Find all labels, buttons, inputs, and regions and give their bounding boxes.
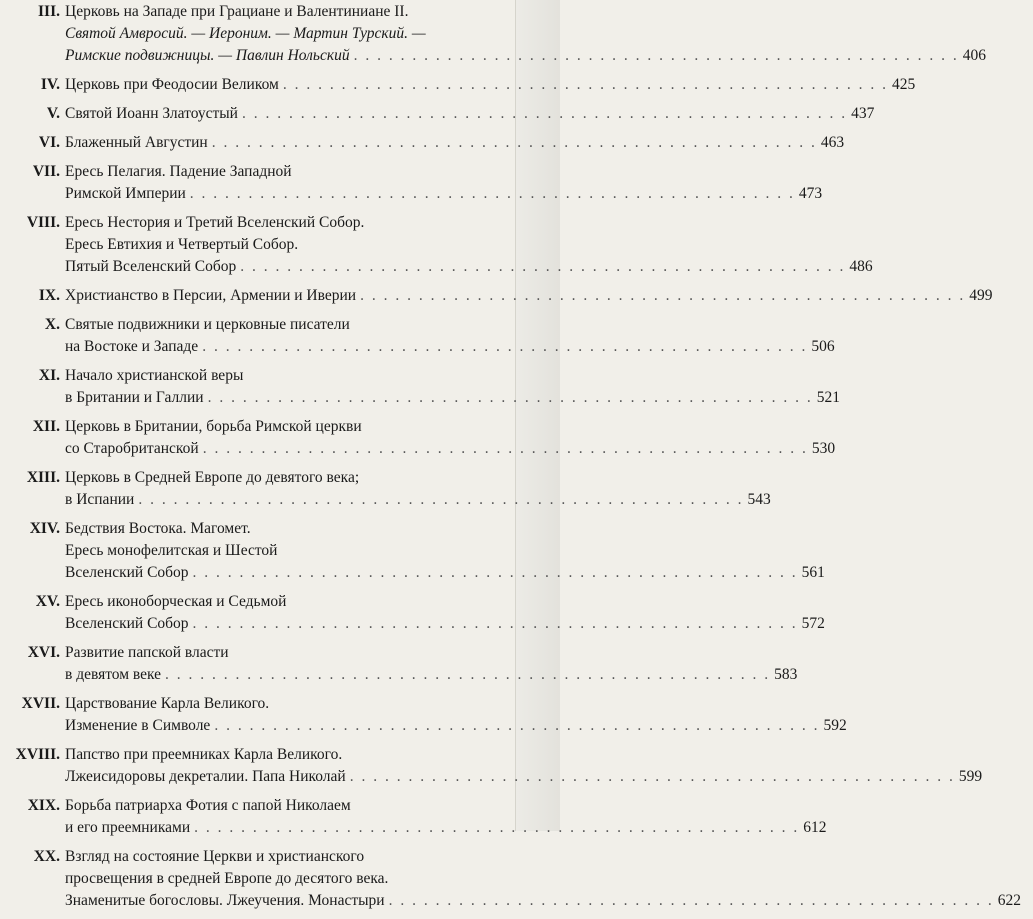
leader-dots: . . . . . . . . . . . . . . . . . . . . . . . . . . . . . . . . . . . . . . . . . . . . . . . . . . . .: [214, 717, 820, 734]
chapter-number: XIV.: [29, 520, 60, 537]
chapter-title-line: на Востоке и Западе: [65, 338, 199, 355]
chapter-title-line: Ересь Евтихия и Четвертый Собор.: [65, 236, 299, 253]
chapter-title-line: Знаменитые богословы. Лжеучения. Монастыри: [65, 892, 385, 909]
chapter-title-line: Церковь в Британии, борьба Римской церкви: [65, 418, 362, 435]
table-of-contents: [0, 1, 1021, 919]
chapter-title-line: Взгляд на состояние Церкви и христианского: [65, 848, 365, 865]
chapter-title-line: Вселенский Собор: [65, 615, 189, 632]
toc-entry: [0, 212, 873, 278]
page-number: 561: [801, 564, 825, 581]
leader-dots: . . . . . . . . . . . . . . . . . . . . . . . . . . . . . . . . . . . . . . . . . . . . . . . . . . . .: [192, 615, 798, 632]
chapter-title-line: Церковь на Западе при Грациане и Валентиниане II.: [65, 3, 409, 20]
toc-entry: [0, 161, 823, 205]
page-number: 425: [891, 76, 916, 93]
chapter-number: VI.: [38, 134, 60, 151]
chapter-number: XX.: [33, 848, 60, 865]
chapter-title-line: Римской Империи: [65, 185, 186, 202]
leader-dots: . . . . . . . . . . . . . . . . . . . . . . . . . . . . . . . . . . . . . . . . . . . . . . . . . . . .: [388, 892, 994, 909]
toc-entry: [0, 795, 827, 839]
chapter-number: III.: [38, 3, 60, 20]
chapter-title-line: Святые подвижники и церковные писатели: [65, 316, 350, 333]
leader-dots: . . . . . . . . . . . . . . . . . . . . . . . . . . . . . . . . . . . . . . . . . . . . . . . . . . . .: [207, 389, 813, 406]
chapter-number: XIII.: [26, 469, 60, 486]
chapter-number: XVIII.: [15, 746, 60, 763]
chapter-title-line: и его преемниками: [65, 819, 191, 836]
chapter-number: XI.: [38, 367, 60, 384]
chapter-title-line: Лжеисидоровы декреталии. Папа Николай: [65, 768, 346, 785]
leader-dots: . . . . . . . . . . . . . . . . . . . . . . . . . . . . . . . . . . . . . . . . . . . . . . . . . . . .: [240, 258, 846, 275]
chapter-title-line: Святой Амвросий. — Иероним. — Мартин Турский. —: [65, 25, 426, 42]
chapter-title-line: Царствование Карла Великого.: [65, 695, 270, 712]
chapter-title-line: Развитие папской власти: [65, 644, 229, 661]
toc-entry: [0, 132, 845, 154]
page-number: 583: [774, 666, 798, 683]
chapter-number: VIII.: [26, 214, 60, 231]
toc-entry: [0, 467, 771, 511]
chapter-title-line: Христианство в Персии, Армении и Иверии: [65, 287, 357, 304]
toc-entry: [0, 744, 983, 788]
toc-entry: [0, 285, 993, 307]
chapter-title-line: Папство при преемниках Карла Великого.: [65, 746, 343, 763]
page-number: 612: [803, 819, 827, 836]
leader-dots: . . . . . . . . . . . . . . . . . . . . . . . . . . . . . . . . . . . . . . . . . . . . . . . . . . . .: [211, 134, 817, 151]
leader-dots: . . . . . . . . . . . . . . . . . . . . . . . . . . . . . . . . . . . . . . . . . . . . . . . . . . . .: [202, 440, 808, 457]
leader-dots: . . . . . . . . . . . . . . . . . . . . . . . . . . . . . . . . . . . . . . . . . . . . . . . . . . . .: [138, 491, 744, 508]
page-number: 622: [997, 892, 1021, 909]
leader-dots: . . . . . . . . . . . . . . . . . . . . . . . . . . . . . . . . . . . . . . . . . . . . . . . . . . . .: [360, 287, 966, 304]
chapter-number: XII.: [32, 418, 60, 435]
leader-dots: . . . . . . . . . . . . . . . . . . . . . . . . . . . . . . . . . . . . . . . . . . . . . . . . . . . .: [353, 47, 959, 64]
chapter-number: IV.: [40, 76, 60, 93]
leader-dots: . . . . . . . . . . . . . . . . . . . . . . . . . . . . . . . . . . . . . . . . . . . . . . . . . . . .: [165, 666, 771, 683]
chapter-number: IX.: [38, 287, 60, 304]
chapter-number: X.: [44, 316, 60, 333]
chapter-number: VII.: [32, 163, 60, 180]
page-number: 406: [962, 47, 986, 64]
page-number: 599: [958, 768, 983, 785]
chapter-title-line: в девятом веке: [65, 666, 162, 683]
chapter-title-line: Святой Иоанн Златоустый: [65, 105, 238, 122]
toc-entry: [0, 416, 836, 460]
chapter-title-line: Изменение в Символе: [65, 717, 211, 734]
chapter-title-line: Ересь монофелитская и Шестой: [65, 542, 278, 559]
chapter-title-line: Ересь иконоборческая и Седьмой: [65, 593, 287, 610]
toc-entry: [0, 518, 825, 584]
leader-dots: . . . . . . . . . . . . . . . . . . . . . . . . . . . . . . . . . . . . . . . . . . . . . . . . . . . .: [194, 819, 800, 836]
toc-entry: [0, 591, 825, 635]
leader-dots: . . . . . . . . . . . . . . . . . . . . . . . . . . . . . . . . . . . . . . . . . . . . . . . . . . . .: [202, 338, 808, 355]
toc-entry: [0, 1, 986, 67]
leader-dots: . . . . . . . . . . . . . . . . . . . . . . . . . . . . . . . . . . . . . . . . . . . . . . . . . . . .: [192, 564, 798, 581]
page-number: 463: [820, 134, 845, 151]
chapter-title-line: Борьба патриарха Фотия с папой Николаем: [65, 797, 351, 814]
leader-dots: . . . . . . . . . . . . . . . . . . . . . . . . . . . . . . . . . . . . . . . . . . . . . . . . . . . .: [282, 76, 888, 93]
page-number: 572: [801, 615, 825, 632]
chapter-title-line: Бедствия Востока. Магомет.: [65, 520, 251, 537]
chapter-title-line: в Британии и Галлии: [65, 389, 204, 406]
toc-entry: [0, 693, 847, 737]
toc-entry: [0, 74, 916, 96]
toc-entry: [0, 846, 1021, 912]
toc-entry: [0, 642, 798, 686]
chapter-title-line: Пятый Вселенский Собор: [65, 258, 237, 275]
chapter-title-line: Римские подвижницы. — Павлин Нольский: [65, 47, 350, 64]
chapter-title-line: просвещения в средней Европе до десятого века.: [65, 870, 389, 887]
page-number: 437: [851, 105, 875, 122]
chapter-number: XV.: [35, 593, 60, 610]
chapter-title-line: Церковь при Феодосии Великом: [65, 76, 279, 93]
chapter-number: V.: [46, 105, 60, 122]
chapter-number: XIX.: [27, 797, 60, 814]
page-number: 543: [747, 491, 771, 508]
chapter-title-line: Ересь Нестория и Третий Вселенский Собор.: [65, 214, 365, 231]
leader-dots: . . . . . . . . . . . . . . . . . . . . . . . . . . . . . . . . . . . . . . . . . . . . . . . . . . . .: [241, 105, 848, 122]
page-number: 592: [823, 717, 847, 734]
toc-entry: [0, 365, 840, 409]
toc-entry: [0, 103, 875, 125]
page-number: 506: [811, 338, 835, 355]
chapter-title-line: Ересь Пелагия. Падение Западной: [65, 163, 292, 180]
page-number: 521: [816, 389, 840, 406]
page-number: 486: [849, 258, 873, 275]
chapter-title-line: Вселенский Собор: [65, 564, 189, 581]
chapter-title-line: Церковь в Средней Европе до девятого века;: [65, 469, 360, 486]
chapter-title-line: со Старобританской: [65, 440, 199, 457]
chapter-title-line: Начало христианской веры: [65, 367, 244, 384]
chapter-number: XVII.: [21, 695, 60, 712]
chapter-title-line: Блаженный Августин: [65, 134, 208, 151]
page-number: 473: [798, 185, 823, 202]
page-number: 530: [811, 440, 836, 457]
toc-entry: [0, 314, 835, 358]
leader-dots: . . . . . . . . . . . . . . . . . . . . . . . . . . . . . . . . . . . . . . . . . . . . . . . . . . . .: [189, 185, 795, 202]
chapter-number: XVI.: [27, 644, 60, 661]
leader-dots: . . . . . . . . . . . . . . . . . . . . . . . . . . . . . . . . . . . . . . . . . . . . . . . . . . . .: [349, 768, 955, 785]
page-number: 499: [969, 287, 993, 304]
chapter-title-line: в Испании: [65, 491, 135, 508]
